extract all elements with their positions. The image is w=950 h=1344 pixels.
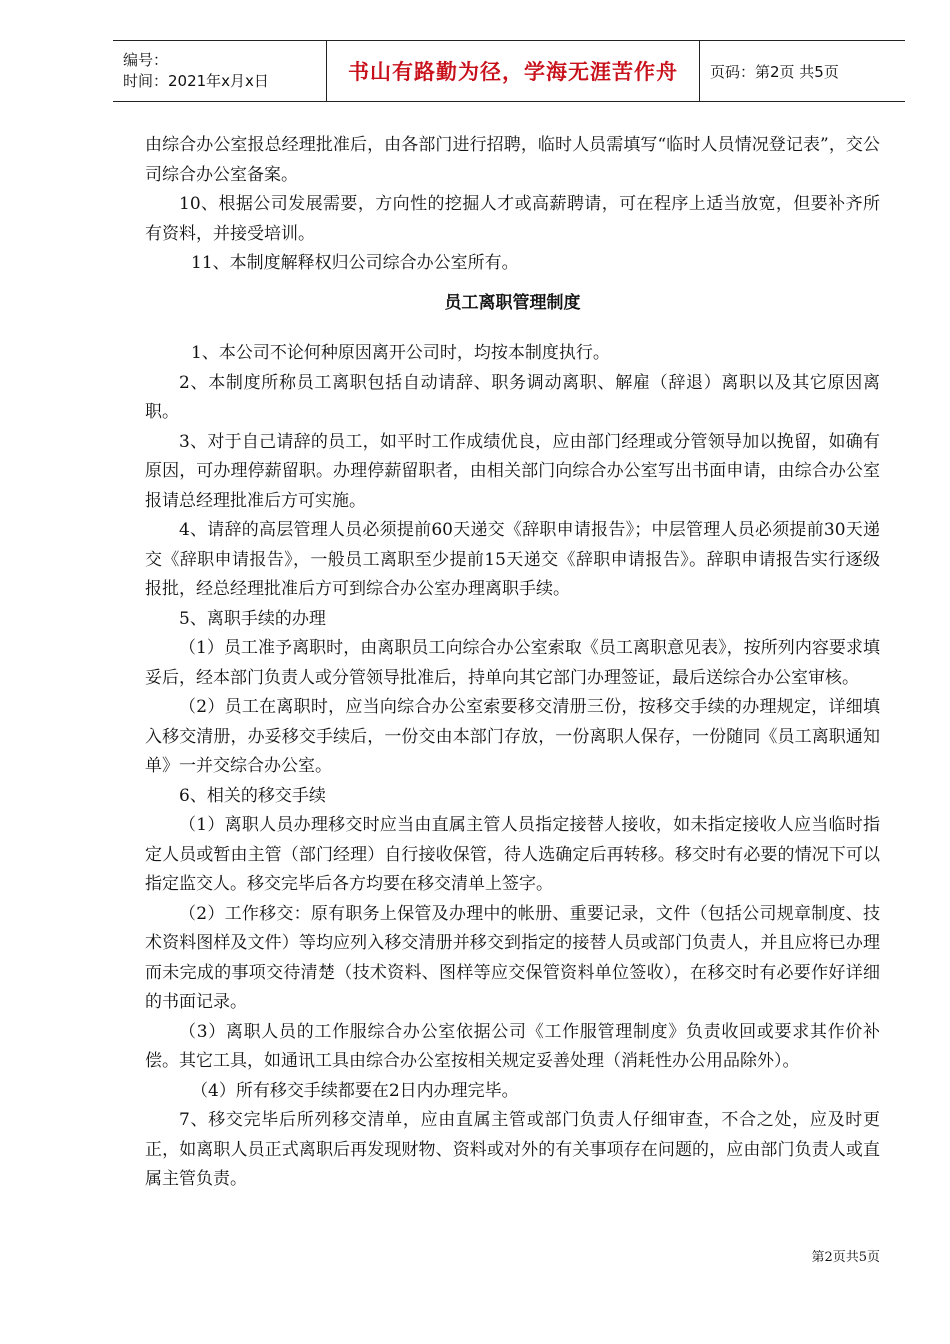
document-body [145, 131, 880, 1195]
paragraph: 1、本公司不论何种原因离开公司时，均按本制度执行。 [191, 343, 610, 363]
paragraph: （2）工作移交：原有职务上保管及办理中的帐册、重要记录，文件（包括公司规章制度、技术资料图样及文件）等均应列入移交清册并移交到指定的接替人员或部门负责人，并且应将已办理而未完成的事项交待清楚（技术资料、图样等应交保管资料单位签收），在移交时有必要作好详细的书面记录。 [145, 903, 880, 1012]
paragraph: （2）员工在离职时，应当向综合办公室索要移交清册三份，按移交手续的办理规定，详细填入移交清册，办妥移交手续后，一份交由本部门存放，一份离职人保存，一份随同《员工离职通知单》一并交综合办公室。 [145, 697, 880, 776]
document-number-label: 编号： [123, 51, 169, 69]
paragraph: 6、相关的移交手续 [179, 785, 326, 806]
paragraph: 7、移交完毕后所列移交清单，应由直属主管或部门负责人仔细审查，不合之处，应及时更正，如离职人员正式离职后再发现财物、资料或对外的有关事项存在问题的，应由部门负责人或直属主管负责。 [145, 1110, 880, 1189]
page-header [113, 40, 905, 102]
section-title: 员工离职管理制度 [444, 292, 581, 313]
page-footer: 第2页共5页 [811, 1250, 880, 1265]
paragraph: 11、本制度解释权归公司综合办公室所有。 [191, 253, 519, 273]
paragraph: 5、离职手续的办理 [179, 608, 326, 629]
paragraph: 4、请辞的高层管理人员必须提前60天递交《辞职申请报告》；中层管理人员必须提前30天递交《辞职申请报告》，一般员工离职至少提前15天递交《辞职申请报告》。辞职申请报告实行逐级报批，经总经理批准后方可到综合办公室办理离职手续。 [145, 520, 880, 599]
paragraph: （4）所有移交手续都要在2日内办理完毕。 [191, 1080, 519, 1101]
paragraph: 10、根据公司发展需要，方向性的挖掘人才或高薪聘请，可在程序上适当放宽，但要补齐所有资料，并接受培训。 [145, 194, 880, 244]
header-meta [113, 41, 327, 101]
paragraph: （3）离职人员的工作服综合办公室依据公司《工作服管理制度》负责收回或要求其作价补偿。其它工具，如通讯工具由综合办公室按相关规定妥善处理（消耗性办公用品除外）。 [145, 1021, 880, 1071]
header-page-label: 页码：第2页 共5页 [710, 62, 839, 81]
paragraph: 2、本制度所称员工离职包括自动请辞、职务调动离职、解雇（辞退）离职以及其它原因离职。 [145, 372, 880, 422]
header-page-cell [700, 41, 839, 101]
header-motto: 书山有路勤为径，学海无涯苦作舟 [348, 60, 678, 84]
header-motto-cell [327, 41, 700, 101]
paragraph: （1）离职人员办理移交时应当由直属主管人员指定接替人接收，如未指定接收人应当临时指定人员或暂由主管（部门经理）自行接收保管，待人选确定后再转移。移交时有必要的情况下可以指定监交人。移交完毕后各方均要在移交清单上签字。 [145, 815, 880, 894]
paragraph: 3、对于自己请辞的员工，如平时工作成绩优良，应由部门经理或分管领导加以挽留，如确有原因，可办理停薪留职。办理停薪留职者，由相关部门向综合办公室写出书面申请，由综合办公室报请总经理批准后方可实施。 [145, 431, 880, 511]
paragraph: 由综合办公室报总经理批准后，由各部门进行招聘，临时人员需填写“临时人员情况登记表”，交公司综合办公室备案。 [145, 135, 880, 185]
paragraph: （1）员工准予离职时，由离职员工向综合办公室索取《员工离职意见表》，按所列内容要求填妥后，经本部门负责人或分管领导批准后，持单向其它部门办理签证，最后送综合办公室审核。 [145, 638, 880, 688]
document-time-label: 时间：2021年x月x日 [123, 72, 269, 90]
